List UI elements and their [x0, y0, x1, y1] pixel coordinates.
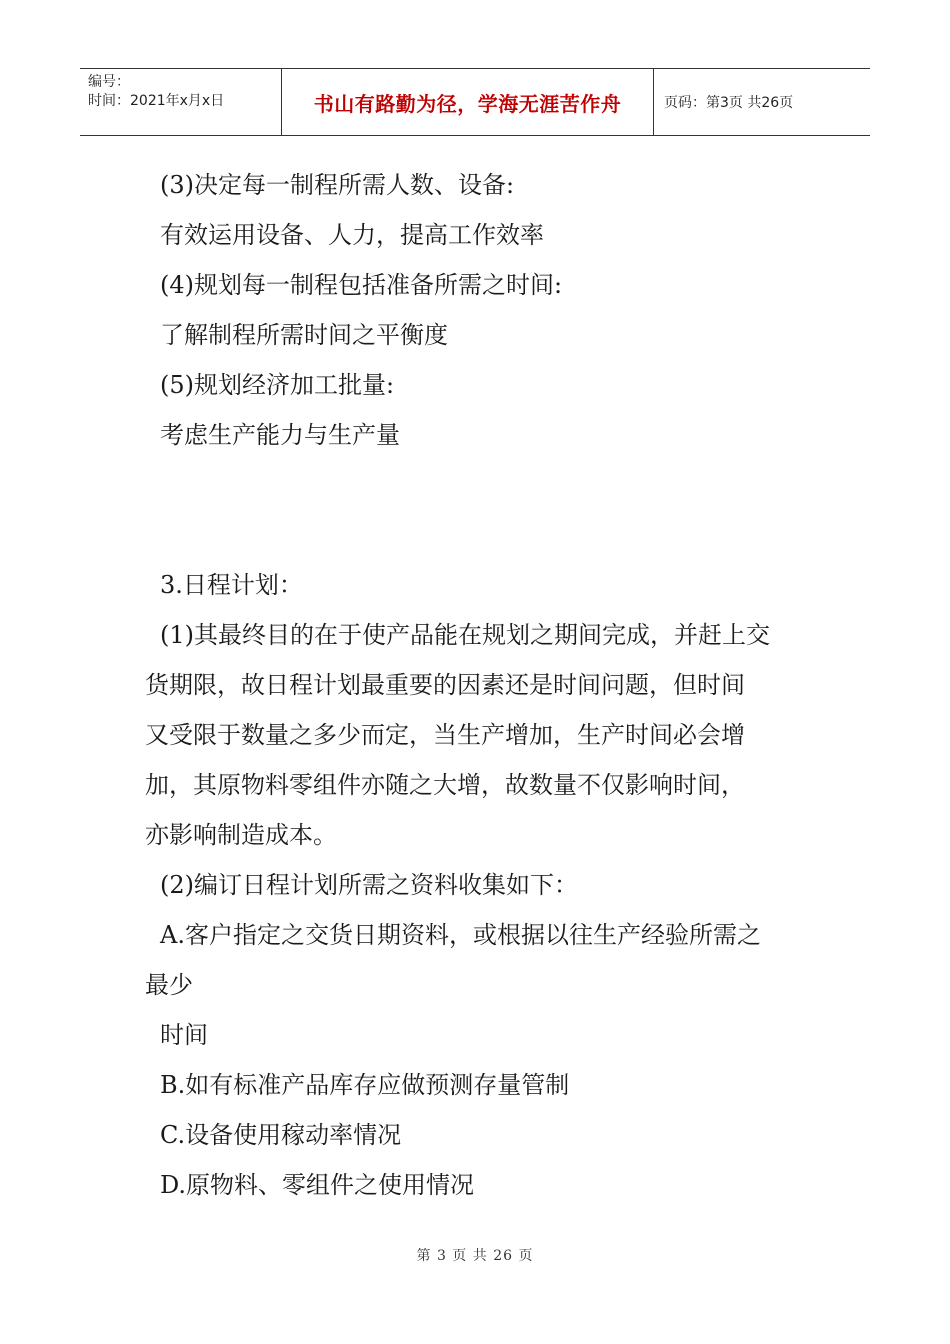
header-motto: 书山有路勤为径，学海无涯苦作舟 [282, 69, 654, 135]
document-time-label: 时间：2021年x月x日 [88, 93, 225, 109]
body-line: C.设备使用稼动率情况 [160, 1121, 402, 1149]
body-line: 时间 [160, 1021, 208, 1049]
body-line: 加，其原物料零组件亦随之大增，故数量不仅影响时间， [145, 771, 745, 799]
body-line: 考虑生产能力与生产量 [160, 421, 400, 449]
section-heading: 3.日程计划： [160, 571, 303, 599]
body-line: D.原物料、零组件之使用情况 [160, 1171, 475, 1199]
body-line: (4)规划每一制程包括准备所需之时间: [160, 271, 563, 299]
body-line: 货期限，故日程计划最重要的因素还是时间问题，但时间 [145, 671, 745, 699]
header-meta [80, 69, 282, 135]
body-line: 又受限于数量之多少而定，当生产增加，生产时间必会增 [145, 721, 745, 749]
header-page-info: 页码：第3页 共26页 [664, 95, 794, 111]
document-body [145, 160, 815, 1210]
document-number-label: 编号： [88, 74, 130, 90]
body-line: 最少 [145, 971, 193, 999]
body-line: 了解制程所需时间之平衡度 [160, 321, 448, 349]
body-line: A.客户指定之交货日期资料，或根据以往生产经验所需之 [160, 921, 761, 949]
page-header [80, 68, 870, 136]
body-line: (1)其最终目的在于使产品能在规划之期间完成，并赶上交 [160, 621, 770, 649]
body-line: 有效运用设备、人力，提高工作效率 [160, 221, 544, 249]
page-footer: 第 3 页 共 26 页 [416, 1248, 534, 1264]
body-line: 亦影响制造成本。 [145, 821, 337, 849]
body-line: B.如有标准产品库存应做预测存量管制 [160, 1071, 570, 1099]
body-line: (3)决定每一制程所需人数、设备: [160, 171, 515, 199]
body-line: (5)规划经济加工批量: [160, 371, 395, 399]
body-line: (2)编订日程计划所需之资料收集如下： [160, 871, 578, 899]
